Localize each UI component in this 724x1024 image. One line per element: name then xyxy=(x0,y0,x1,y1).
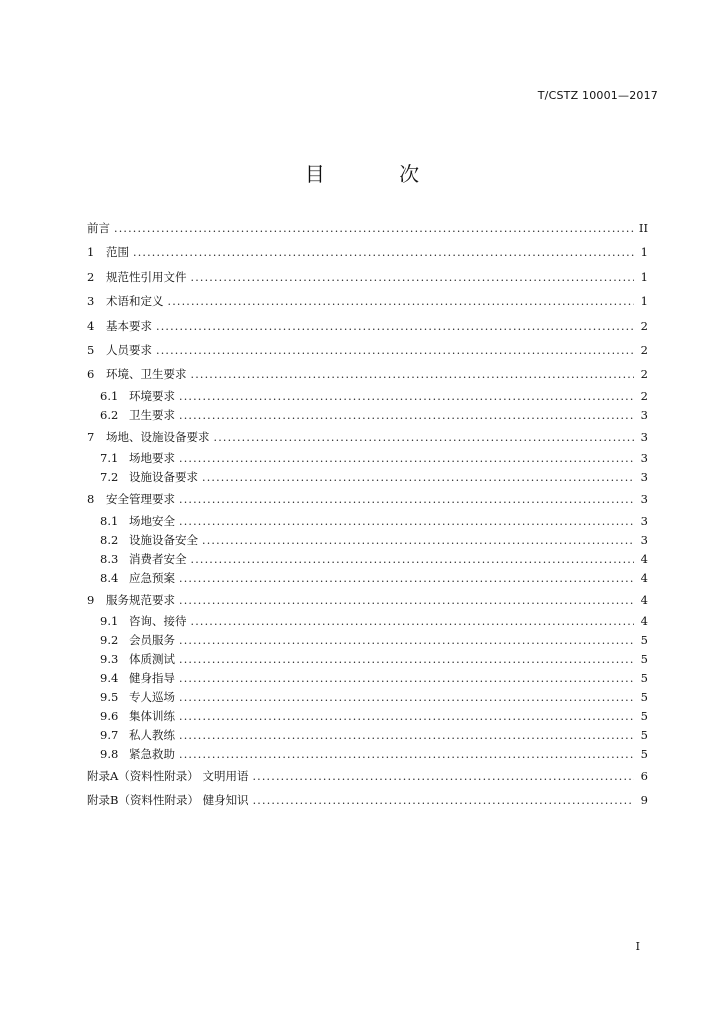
toc-entry-number: 6 xyxy=(87,367,95,382)
dot-leader xyxy=(179,569,634,588)
toc-entry-label: 场地、设施设备要求 xyxy=(106,429,210,444)
dot-leader xyxy=(156,339,634,363)
dot-leader xyxy=(179,669,634,688)
dot-leader xyxy=(179,589,634,613)
toc-entry-label: 集体训练 xyxy=(129,708,175,723)
toc-entry-number: 7.1 xyxy=(100,451,119,466)
toc-entry-label: 人员要求 xyxy=(106,342,152,357)
toc-entry-label: 规范性引用文件 xyxy=(106,269,187,284)
toc-entry[interactable] xyxy=(87,764,648,788)
dot-leader xyxy=(179,726,634,745)
toc-entry[interactable] xyxy=(87,425,648,449)
toc-entry[interactable] xyxy=(87,449,648,468)
document-code: T/CSTZ 10001—2017 xyxy=(537,89,658,102)
dot-leader xyxy=(114,217,634,241)
toc-entry-number: 4 xyxy=(87,318,95,333)
toc-entry-page: 3 xyxy=(640,470,648,485)
toc-entry-number: 1 xyxy=(87,245,95,260)
toc-entry[interactable] xyxy=(87,569,648,588)
toc-entry-label: 前言 xyxy=(87,221,110,235)
toc-entry-number: 9.8 xyxy=(100,746,119,761)
toc-entry-page: 1 xyxy=(640,245,648,260)
toc-entry-label: 健身指导 xyxy=(129,670,175,685)
toc-entry-number: 9.5 xyxy=(100,689,119,704)
toc-entry-label: 场地安全 xyxy=(129,513,175,528)
table-of-contents xyxy=(87,216,648,813)
dot-leader xyxy=(179,488,634,512)
dot-leader xyxy=(191,266,635,290)
toc-entry-page: 5 xyxy=(640,670,648,685)
toc-entry-page: 5 xyxy=(640,708,648,723)
toc-entry-page: 5 xyxy=(640,689,648,704)
toc-entry-number: 8.1 xyxy=(100,513,119,528)
toc-entry[interactable] xyxy=(87,688,648,707)
toc-entry-label: 场地要求 xyxy=(129,451,175,466)
toc-entry-label: 基本要求 xyxy=(106,318,152,333)
toc-entry-label: 会员服务 xyxy=(129,632,175,647)
dot-leader xyxy=(168,290,635,314)
dot-leader xyxy=(202,468,634,487)
toc-entry-page: 1 xyxy=(640,294,648,309)
toc-entry[interactable] xyxy=(87,745,648,764)
toc-entry-page: 4 xyxy=(640,570,648,585)
toc-entry-page: 4 xyxy=(640,551,648,566)
toc-entry-page: 5 xyxy=(640,746,648,761)
toc-entry[interactable] xyxy=(87,531,648,550)
toc-entry-number: 2 xyxy=(87,269,95,284)
toc-entry[interactable] xyxy=(87,338,648,362)
toc-entry-label: 设施设备要求 xyxy=(129,470,198,485)
toc-entry-number: 5 xyxy=(87,342,95,357)
dot-leader xyxy=(179,387,634,406)
toc-entry[interactable] xyxy=(87,669,648,688)
toc-entry-number: 6.2 xyxy=(100,407,119,422)
toc-entry[interactable] xyxy=(87,550,648,569)
toc-entry-number: 9.6 xyxy=(100,708,119,723)
toc-entry[interactable] xyxy=(87,289,648,313)
toc-entry[interactable] xyxy=(87,314,648,338)
dot-leader xyxy=(179,631,634,650)
toc-entry-page: 3 xyxy=(640,429,648,444)
dot-leader xyxy=(214,426,635,450)
toc-entry-page: 1 xyxy=(640,269,648,284)
dot-leader xyxy=(253,789,634,813)
toc-entry-label: 应急预案 xyxy=(129,570,175,585)
toc-entry-label: 消费者安全 xyxy=(129,551,187,566)
toc-entry-label: 附录A（资料性附录） 文明用语 xyxy=(87,768,249,783)
toc-entry-page: 3 xyxy=(640,532,648,547)
dot-leader xyxy=(179,449,634,468)
dot-leader xyxy=(179,512,634,531)
toc-entry-page: 5 xyxy=(640,651,648,666)
toc-entry-label: 私人教练 xyxy=(129,727,175,742)
toc-entry-label: 紧急救助 xyxy=(129,746,175,761)
toc-entry-label: 专人巡场 xyxy=(129,689,175,704)
toc-entry-number: 3 xyxy=(87,294,95,309)
toc-entry-page: 6 xyxy=(640,768,648,783)
dot-leader xyxy=(179,406,634,425)
toc-entry-page: 2 xyxy=(640,318,648,333)
toc-entry-label: 术语和定义 xyxy=(106,294,164,309)
toc-entry-page: 5 xyxy=(640,727,648,742)
toc-entry-page: II xyxy=(638,221,648,235)
toc-entry-number: 9.7 xyxy=(100,727,119,742)
toc-entry-number: 9 xyxy=(87,592,95,607)
toc-entry-page: 3 xyxy=(640,451,648,466)
toc-entry-number: 6.1 xyxy=(100,388,119,403)
toc-entry-page: 3 xyxy=(640,407,648,422)
toc-entry-number: 8.4 xyxy=(100,570,119,585)
toc-entry-page: 5 xyxy=(640,632,648,647)
toc-entry-label: 范围 xyxy=(106,245,129,260)
dot-leader xyxy=(179,688,634,707)
toc-entry[interactable] xyxy=(87,265,648,289)
toc-entry-number: 7 xyxy=(87,429,95,444)
toc-entry[interactable] xyxy=(87,387,648,406)
toc-entry[interactable] xyxy=(87,216,648,240)
dot-leader xyxy=(252,765,634,789)
toc-entry-label: 体质测试 xyxy=(129,651,175,666)
toc-entry-number: 9.1 xyxy=(100,613,119,628)
toc-entry-page: 4 xyxy=(640,592,648,607)
toc-entry-label: 环境要求 xyxy=(129,388,175,403)
dot-leader xyxy=(202,531,634,550)
toc-entry[interactable] xyxy=(87,631,648,650)
toc-entry[interactable] xyxy=(87,726,648,745)
dot-leader xyxy=(191,612,635,631)
dot-leader xyxy=(191,363,635,387)
toc-entry-label: 卫生要求 xyxy=(129,407,175,422)
dot-leader xyxy=(179,745,634,764)
toc-entry-page: 4 xyxy=(640,613,648,628)
toc-entry-number: 9.4 xyxy=(100,670,119,685)
toc-entry-label: 安全管理要求 xyxy=(106,492,175,507)
toc-entry-page: 3 xyxy=(640,492,648,507)
toc-entry-label: 服务规范要求 xyxy=(106,592,175,607)
toc-entry-label: 附录B（资料性附录） 健身知识 xyxy=(87,793,249,808)
toc-entry-page: 3 xyxy=(640,513,648,528)
toc-entry[interactable] xyxy=(87,650,648,669)
toc-entry-page: 2 xyxy=(640,342,648,357)
toc-entry[interactable] xyxy=(87,788,648,812)
toc-entry-number: 9.2 xyxy=(100,632,119,647)
toc-entry-number: 8 xyxy=(87,492,95,507)
page-title: 目 次 xyxy=(304,162,454,186)
toc-entry[interactable] xyxy=(87,487,648,511)
dot-leader xyxy=(179,650,634,669)
toc-entry-number: 9.3 xyxy=(100,651,119,666)
toc-entry[interactable] xyxy=(87,512,648,531)
toc-entry[interactable] xyxy=(87,468,648,487)
dot-leader xyxy=(179,707,634,726)
toc-entry[interactable] xyxy=(87,240,648,264)
toc-entry[interactable] xyxy=(87,612,648,631)
toc-entry[interactable] xyxy=(87,362,648,386)
toc-entry-page: 9 xyxy=(640,793,648,808)
dot-leader xyxy=(156,315,634,339)
toc-entry-label: 环境、卫生要求 xyxy=(106,367,187,382)
toc-entry-number: 8.3 xyxy=(100,551,119,566)
toc-entry-label: 咨询、接待 xyxy=(129,613,187,628)
toc-entry-number: 7.2 xyxy=(100,470,119,485)
toc-entry-page: 2 xyxy=(640,367,648,382)
toc-entry[interactable] xyxy=(87,707,648,726)
dot-leader xyxy=(191,550,635,569)
dot-leader xyxy=(133,241,634,265)
toc-entry-number: 8.2 xyxy=(100,532,119,547)
toc-entry[interactable] xyxy=(87,588,648,612)
toc-entry-label: 设施设备安全 xyxy=(129,532,198,547)
toc-entry[interactable] xyxy=(87,406,648,425)
page-number: I xyxy=(635,940,640,953)
toc-entry-page: 2 xyxy=(640,388,648,403)
